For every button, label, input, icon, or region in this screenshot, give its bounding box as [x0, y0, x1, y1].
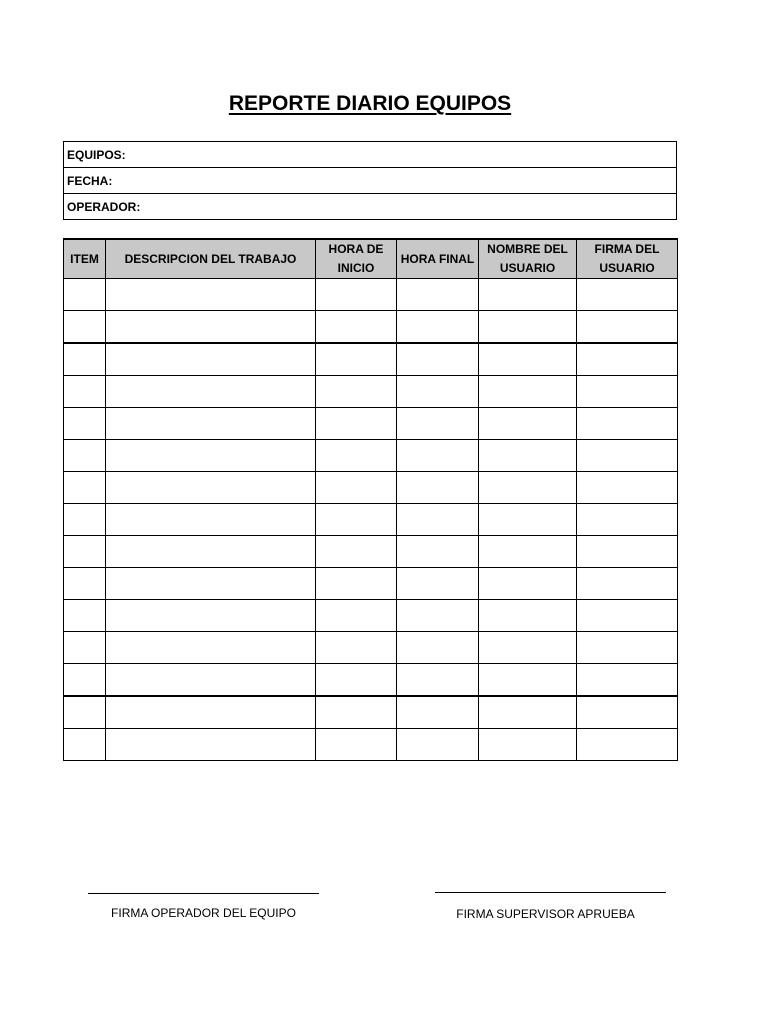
table-cell[interactable]	[397, 343, 479, 376]
table-cell[interactable]	[106, 696, 316, 729]
table-cell[interactable]	[479, 440, 577, 472]
table-cell[interactable]	[397, 376, 479, 408]
table-cell[interactable]	[316, 729, 397, 761]
table-cell[interactable]	[316, 311, 397, 344]
table-cell[interactable]	[106, 343, 316, 376]
operator-signature-label: FIRMA OPERADOR DEL EQUIPO	[111, 906, 296, 920]
operator-signature-line[interactable]	[88, 893, 319, 894]
table-cell[interactable]	[577, 729, 678, 761]
table-cell[interactable]	[316, 376, 397, 408]
table-cell[interactable]	[577, 311, 678, 344]
table-cell[interactable]	[64, 664, 106, 697]
table-cell[interactable]	[397, 472, 479, 504]
table-cell[interactable]	[316, 472, 397, 504]
header-hora-inicio: HORA DE INICIO	[316, 239, 397, 279]
table-cell[interactable]	[479, 408, 577, 440]
table-cell[interactable]	[106, 600, 316, 632]
supervisor-signature-label: FIRMA SUPERVISOR APRUEBA	[456, 907, 635, 921]
table-cell[interactable]	[479, 472, 577, 504]
table-cell[interactable]	[64, 472, 106, 504]
table-cell[interactable]	[397, 696, 479, 729]
table-cell[interactable]	[479, 279, 577, 311]
header-firma-usuario: FIRMA DEL USUARIO	[577, 239, 678, 279]
table-cell[interactable]	[106, 568, 316, 600]
table-cell[interactable]	[577, 472, 678, 504]
table-cell[interactable]	[64, 632, 106, 664]
table-cell[interactable]	[106, 664, 316, 697]
table-cell[interactable]	[577, 664, 678, 697]
table-cell[interactable]	[64, 504, 106, 536]
table-cell[interactable]	[64, 440, 106, 472]
table-row	[64, 279, 678, 311]
table-cell[interactable]	[316, 568, 397, 600]
table-cell[interactable]	[397, 279, 479, 311]
table-cell[interactable]	[397, 311, 479, 344]
table-cell[interactable]	[577, 343, 678, 376]
table-cell[interactable]	[577, 504, 678, 536]
table-cell[interactable]	[316, 504, 397, 536]
table-cell[interactable]	[479, 536, 577, 568]
table-cell[interactable]	[64, 408, 106, 440]
table-cell[interactable]	[316, 664, 397, 697]
table-cell[interactable]	[479, 568, 577, 600]
table-cell[interactable]	[397, 664, 479, 697]
table-row	[64, 568, 678, 600]
table-cell[interactable]	[397, 568, 479, 600]
table-cell[interactable]	[64, 568, 106, 600]
table-cell[interactable]	[106, 504, 316, 536]
table-cell[interactable]	[106, 279, 316, 311]
table-cell[interactable]	[106, 376, 316, 408]
table-cell[interactable]	[479, 729, 577, 761]
table-cell[interactable]	[479, 664, 577, 697]
table-cell[interactable]	[316, 696, 397, 729]
table-row	[64, 696, 678, 729]
table-row	[64, 440, 678, 472]
table-row	[64, 632, 678, 664]
table-cell[interactable]	[479, 376, 577, 408]
table-header-row	[64, 239, 678, 279]
page-title: REPORTE DIARIO EQUIPOS	[228, 92, 512, 115]
table-cell[interactable]	[577, 568, 678, 600]
table-cell[interactable]	[64, 279, 106, 311]
info-fields-table	[63, 141, 677, 220]
table-cell[interactable]	[106, 408, 316, 440]
table-cell[interactable]	[397, 440, 479, 472]
header-item: ITEM	[64, 239, 106, 279]
table-cell[interactable]	[64, 376, 106, 408]
table-cell[interactable]	[577, 696, 678, 729]
table-cell[interactable]	[316, 343, 397, 376]
table-cell[interactable]	[397, 408, 479, 440]
table-cell[interactable]	[316, 536, 397, 568]
table-cell[interactable]	[577, 440, 678, 472]
table-cell[interactable]	[64, 311, 106, 344]
table-cell[interactable]	[577, 279, 678, 311]
table-cell[interactable]	[106, 632, 316, 664]
table-row	[64, 536, 678, 568]
info-label-equipos[interactable]: EQUIPOS:	[64, 142, 677, 168]
table-cell[interactable]	[64, 536, 106, 568]
table-cell[interactable]	[479, 311, 577, 344]
table-cell[interactable]	[64, 600, 106, 632]
table-cell[interactable]	[479, 696, 577, 729]
table-cell[interactable]	[106, 472, 316, 504]
table-cell[interactable]	[316, 279, 397, 311]
header-hora-final: HORA FINAL	[397, 239, 479, 279]
table-cell[interactable]	[577, 632, 678, 664]
table-cell[interactable]	[479, 600, 577, 632]
table-cell[interactable]	[577, 600, 678, 632]
table-cell[interactable]	[397, 600, 479, 632]
table-cell[interactable]	[397, 632, 479, 664]
table-body	[64, 279, 678, 761]
info-row-operador	[64, 194, 677, 220]
table-cell[interactable]	[577, 536, 678, 568]
table-cell[interactable]	[479, 504, 577, 536]
table-cell[interactable]	[577, 376, 678, 408]
table-cell[interactable]	[106, 311, 316, 344]
table-row	[64, 408, 678, 440]
table-cell[interactable]	[316, 600, 397, 632]
supervisor-signature-line[interactable]	[435, 892, 666, 893]
table-cell[interactable]	[106, 536, 316, 568]
table-cell[interactable]	[316, 440, 397, 472]
work-log-table	[63, 238, 678, 761]
table-cell[interactable]	[64, 696, 106, 729]
table-cell[interactable]	[397, 729, 479, 761]
table-cell[interactable]	[316, 632, 397, 664]
table-cell[interactable]	[64, 343, 106, 376]
table-row	[64, 729, 678, 761]
table-cell[interactable]	[479, 343, 577, 376]
table-cell[interactable]	[577, 408, 678, 440]
table-row	[64, 343, 678, 376]
table-row	[64, 600, 678, 632]
header-descripcion: DESCRIPCION DEL TRABAJO	[106, 239, 316, 279]
table-cell[interactable]	[106, 729, 316, 761]
table-cell[interactable]	[479, 632, 577, 664]
info-label-fecha[interactable]: FECHA:	[64, 168, 677, 194]
table-row	[64, 376, 678, 408]
table-cell[interactable]	[64, 729, 106, 761]
table-row	[64, 504, 678, 536]
table-cell[interactable]	[106, 440, 316, 472]
info-label-operador[interactable]: OPERADOR:	[64, 194, 677, 220]
table-cell[interactable]	[397, 536, 479, 568]
table-cell[interactable]	[397, 504, 479, 536]
info-row-equipos	[64, 142, 677, 168]
header-nombre-usuario: NOMBRE DEL USUARIO	[479, 239, 577, 279]
table-cell[interactable]	[316, 408, 397, 440]
info-row-fecha	[64, 168, 677, 194]
table-row	[64, 311, 678, 344]
table-row	[64, 472, 678, 504]
table-row	[64, 664, 678, 697]
